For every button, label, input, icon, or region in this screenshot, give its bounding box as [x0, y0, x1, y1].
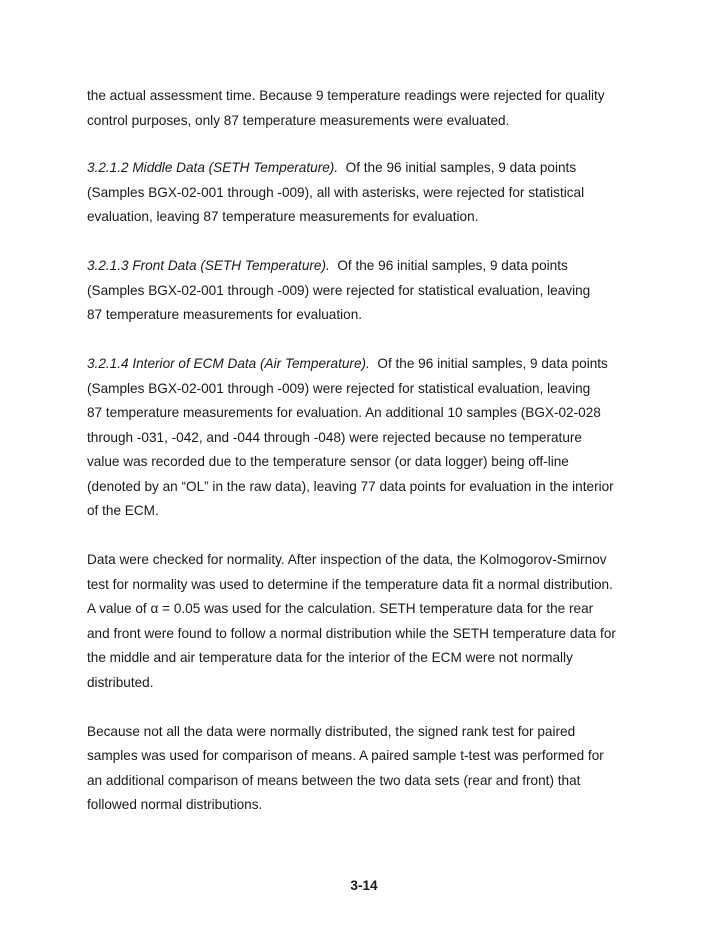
text-line: an additional comparison of means between the two data sets (rear and front) that: [87, 772, 581, 788]
section-heading-3-2-1-2: 3.2.1.2 Middle Data (SETH Temperature).: [87, 160, 339, 175]
paragraph-interior-ecm-data: [87, 352, 647, 524]
document-body: [87, 84, 647, 842]
text-line: [87, 352, 647, 377]
text-line: Because not all the data were normally distributed, the signed rank test for paired: [87, 723, 576, 739]
text-line: [87, 254, 647, 279]
paragraph-continuation: [87, 84, 647, 133]
text-line: Data were checked for normality. After inspection of the data, the Kolmogorov-Smirnov: [87, 552, 607, 567]
text-line: (Samples BGX-02-001 through -009), all with asterisks, were rejected for statistical: [87, 184, 585, 200]
text-line: control purposes, only 87 temperature measurements were evaluated.: [87, 112, 510, 128]
text-line: value was recorded due to the temperature sensor (or data logger) being off-line: [87, 454, 569, 469]
paragraph-middle-data: [87, 156, 647, 230]
text-line: (Samples BGX-02-001 through -009) were rejected for statistical evaluation, leaving: [87, 380, 591, 396]
text-line: distributed.: [87, 674, 154, 690]
text-line: the middle and air temperature data for the interior of the ECM were not normally: [87, 650, 573, 665]
paragraph-comparison-of-means: [87, 720, 647, 818]
text-line: and front were found to follow a normal distribution while the SETH temperature data for: [87, 625, 616, 641]
text-line: samples was used for comparison of means. A paired sample t-test was performed for: [87, 748, 604, 763]
text-line: evaluation, leaving 87 temperature measurements for evaluation.: [87, 209, 479, 224]
paragraph-front-data: [87, 254, 647, 328]
page-number: 3-14: [350, 878, 378, 893]
section-heading-3-2-1-4: 3.2.1.4 Interior of ECM Data (Air Temperature).: [87, 356, 370, 371]
text-line: A value of α = 0.05 was used for the calculation. SETH temperature data for the rear: [87, 601, 594, 616]
text-line: through -031, -042, and -044 through -048) were rejected because no temperature: [87, 429, 582, 445]
text-line: 87 temperature measurements for evaluation.: [87, 307, 363, 322]
text-line: [87, 156, 647, 181]
paragraph-normality-check: [87, 548, 647, 695]
text-line: the actual assessment time. Because 9 temperature readings were rejected for quality: [87, 88, 605, 103]
text-line: of the ECM.: [87, 503, 159, 518]
text-line: test for normality was used to determine if the temperature data fit a normal distribution.: [87, 576, 613, 592]
text-line: followed normal distributions.: [87, 797, 263, 812]
text-line: (Samples BGX-02-001 through -009) were rejected for statistical evaluation, leaving: [87, 282, 591, 298]
text-run: Of the 96 initial samples, 9 data points: [369, 356, 608, 371]
section-heading-3-2-1-3: 3.2.1.3 Front Data (SETH Temperature).: [87, 258, 330, 273]
text-run: Of the 96 initial samples, 9 data points: [329, 258, 568, 273]
text-line: 87 temperature measurements for evaluation. An additional 10 samples (BGX-02-028: [87, 405, 601, 420]
text-run: Of the 96 initial samples, 9 data points: [338, 160, 577, 175]
text-line: (denoted by an “OL” in the raw data), leaving 77 data points for evaluation in the interior: [87, 478, 614, 494]
